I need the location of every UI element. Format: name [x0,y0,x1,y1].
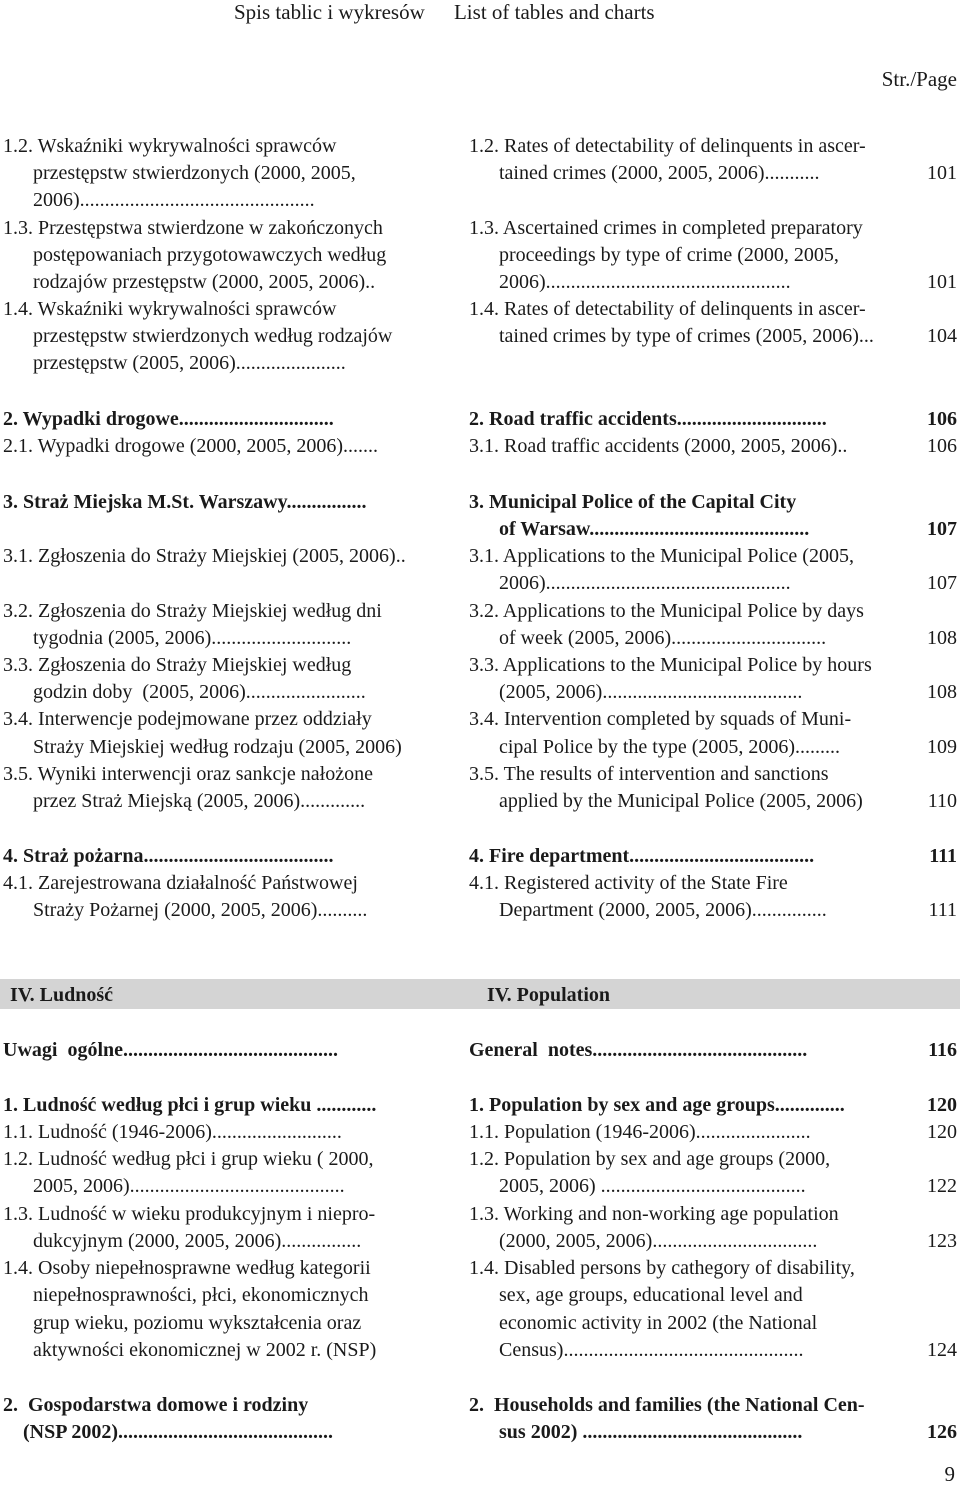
toc-page-number: 126 [927,1421,957,1443]
toc-entry-en: 1.2. Rates of detectability of delinquents in ascer- [469,135,866,157]
toc-entry-pl: 4. Straż pożarna...................................... [3,845,334,867]
toc-entry-pl: 3.2. Zgłoszenia do Straży Miejskiej według dni [3,600,382,622]
toc-entry-pl: godzin doby (2005, 2006)........................ [3,681,366,703]
toc-page-number: 107 [927,518,957,540]
toc-entry-pl: 1.3. Przestępstwa stwierdzone w zakończonych [3,217,383,239]
toc-entry-en: 2. Road traffic accidents.............................. [469,408,827,430]
toc-entry-en: Census)................................................ [469,1339,804,1361]
toc-entry-pl: Straży Miejskiej według rodzaju (2005, 2006) [3,736,402,758]
toc-entry-en: (2000, 2005, 2006)................................. [469,1230,818,1252]
toc-entry-en: proceedings by type of crime (2000, 2005, [469,244,839,266]
toc-entry-en: 3.1. Road traffic accidents (2000, 2005, 2006).. [469,435,848,457]
toc-entry-en: 2006)................................................. [469,271,791,293]
toc-entry-en: 1.3. Ascertained crimes in completed preparatory [469,217,863,239]
toc-page-number: 111 [928,899,957,921]
toc-entry-en: 3.4. Intervention completed by squads of Muni- [469,708,852,730]
toc-entry-pl: Straży Pożarnej (2000, 2005, 2006).......... [3,899,368,921]
toc-entry-pl: 1.3. Ludność w wieku produkcyjnym i niepro- [3,1203,376,1225]
toc-entry-en: 3.2. Applications to the Municipal Police by days [469,600,864,622]
toc-entry-pl: 2. Wypadki drogowe............................... [3,408,334,430]
toc-page-number: 108 [927,681,957,703]
toc-page-number: 106 [927,408,957,430]
toc-page-number: 111 [929,845,957,867]
toc-page-number: 110 [927,790,957,812]
toc-entry-pl: 3.4. Interwencje podejmowane przez oddziały [3,708,372,730]
toc-entry-pl: 1.4. Wskaźniki wykrywalności sprawców [3,298,337,320]
toc-entry-pl: przez Straż Miejską (2005, 2006)............. [3,790,366,812]
toc-entry-pl: 2. Gospodarstwa domowe i rodziny [3,1394,309,1416]
toc-entry-en: cipal Police by the type (2005, 2006)......... [469,736,841,758]
toc-entry-pl: 4.1. Zarejestrowana działalność Państwowej [3,872,358,894]
toc-entry-en: tained crimes by type of crimes (2005, 2006)... [469,325,874,347]
toc-entry-pl: 1.1. Ludność (1946-2006).......................... [3,1121,342,1143]
toc-entry-pl: grup wieku, poziomu wykształcenia oraz [3,1312,362,1334]
toc-entry-pl: 1.2. Ludność według płci i grup wieku ( 2000, [3,1148,374,1170]
toc-entry-en: 1.1. Population (1946-2006)....................... [469,1121,811,1143]
toc-entry-pl: aktywności ekonomicznej w 2002 r. (NSP) [3,1339,377,1361]
toc-entry-en: 3.1. Applications to the Municipal Police (2005, [469,545,854,567]
toc-entry-en: 3.5. The results of intervention and sanctions [469,763,829,785]
toc-entry-pl: dukcyjnym (2000, 2005, 2006)................ [3,1230,362,1252]
toc-entry-pl: 1.4. Osoby niepełnosprawne według kategorii [3,1257,371,1279]
toc-entry-pl: 2006)............................................... [3,189,315,211]
toc-entry-en: 4.1. Registered activity of the State Fire [469,872,788,894]
header-title-en: List of tables and charts [453,0,655,24]
toc-entry-pl: 2005, 2006)........................................... [3,1175,345,1197]
section-band-title-en: IV. Population [487,984,611,1006]
toc-entry-pl: 3.3. Zgłoszenia do Straży Miejskiej według [3,654,352,676]
toc-entry-pl: 3. Straż Miejska M.St. Warszawy................ [3,491,367,513]
running-header [234,0,679,25]
toc-page-number: 104 [927,325,957,347]
toc-entry-en: 2006)................................................. [469,572,791,594]
toc-entry-pl: postępowaniach przygotowawczych według [3,244,387,266]
toc-page-number: 108 [927,627,957,649]
toc-entry-pl: przestępstw stwierdzonych (2000, 2005, [3,162,356,184]
toc-entry-pl: niepełnosprawności, płci, ekonomicznych [3,1284,369,1306]
toc-entry-pl: Uwagi ogólne........................................... [3,1039,338,1061]
toc-entry-en: of week (2005, 2006)............................... [469,627,827,649]
toc-entry-pl: 3.5. Wyniki interwencji oraz sankcje nałożone [3,763,373,785]
toc-page-number: 122 [927,1175,957,1197]
toc-entry-pl: 3.1. Zgłoszenia do Straży Miejskiej (2005, 2006).. [3,545,406,567]
page-column-label: Str./Page [881,67,957,91]
toc-entry-en: applied by the Municipal Police (2005, 2006) [469,790,863,812]
toc-entry-en: Department (2000, 2005, 2006)............... [469,899,827,921]
toc-entry-en: 1.4. Rates of detectability of delinquents in ascer- [469,298,866,320]
toc-entry-pl: przestępstw stwierdzonych według rodzajów [3,325,393,347]
toc-entry-en: 1. Population by sex and age groups.............. [469,1094,845,1116]
header-title-pl: Spis tablic i wykresów [234,0,425,24]
toc-entry-pl: rodzajów przestępstw (2000, 2005, 2006).. [3,271,376,293]
toc-page-number: 124 [927,1339,957,1361]
toc-page-number: 109 [927,736,957,758]
toc-entry-en: 1.3. Working and non-working age population [469,1203,839,1225]
toc-entry-en: of Warsaw............................................ [469,518,810,540]
toc-entry-en: sex, age groups, educational level and [469,1284,803,1306]
toc-page-number: 107 [927,572,957,594]
toc-page-number: 101 [927,271,957,293]
section-band-title-pl: IV. Ludność [10,984,114,1006]
toc-entry-pl: przestępstw (2005, 2006)...................... [3,352,346,374]
section-band [0,979,960,1009]
toc-page-number: 101 [927,162,957,184]
toc-entry-en: 1.4. Disabled persons by cathegory of disability, [469,1257,855,1279]
toc-page-number: 123 [927,1230,957,1252]
toc-entry-en: economic activity in 2002 (the National [469,1312,818,1334]
toc-entry-en: General notes........................................... [469,1039,808,1061]
toc-page-number: 106 [927,435,957,457]
toc-page-number: 120 [927,1094,957,1116]
toc-entry-pl: 2.1. Wypadki drogowe (2000, 2005, 2006)....... [3,435,379,457]
toc-entry-en: 4. Fire department..................................... [469,845,815,867]
toc-entry-pl: 1. Ludność według płci i grup wieku ............ [3,1094,377,1116]
toc-entry-en: tained crimes (2000, 2005, 2006)........... [469,162,820,184]
toc-entry-en: 2005, 2006) ......................................... [469,1175,806,1197]
toc-page-number: 120 [927,1121,957,1143]
toc-page-number: 116 [928,1039,957,1061]
toc-entry-pl: 1.2. Wskaźniki wykrywalności sprawców [3,135,337,157]
toc-entry-en: 3. Municipal Police of the Capital City [469,491,797,513]
toc-entry-en: (2005, 2006)........................................ [469,681,803,703]
toc-entry-en: 3.3. Applications to the Municipal Police by hours [469,654,872,676]
page-number: 9 [944,1462,955,1486]
toc-entry-pl: tygodnia (2005, 2006)............................ [3,627,352,649]
toc-entry-pl: (NSP 2002)........................................... [3,1421,333,1443]
toc-entry-en: sus 2002) ............................................ [469,1421,803,1443]
toc-entry-en: 1.2. Population by sex and age groups (2000, [469,1148,831,1170]
toc-entry-en: 2. Households and families (the National Cen- [469,1394,865,1416]
